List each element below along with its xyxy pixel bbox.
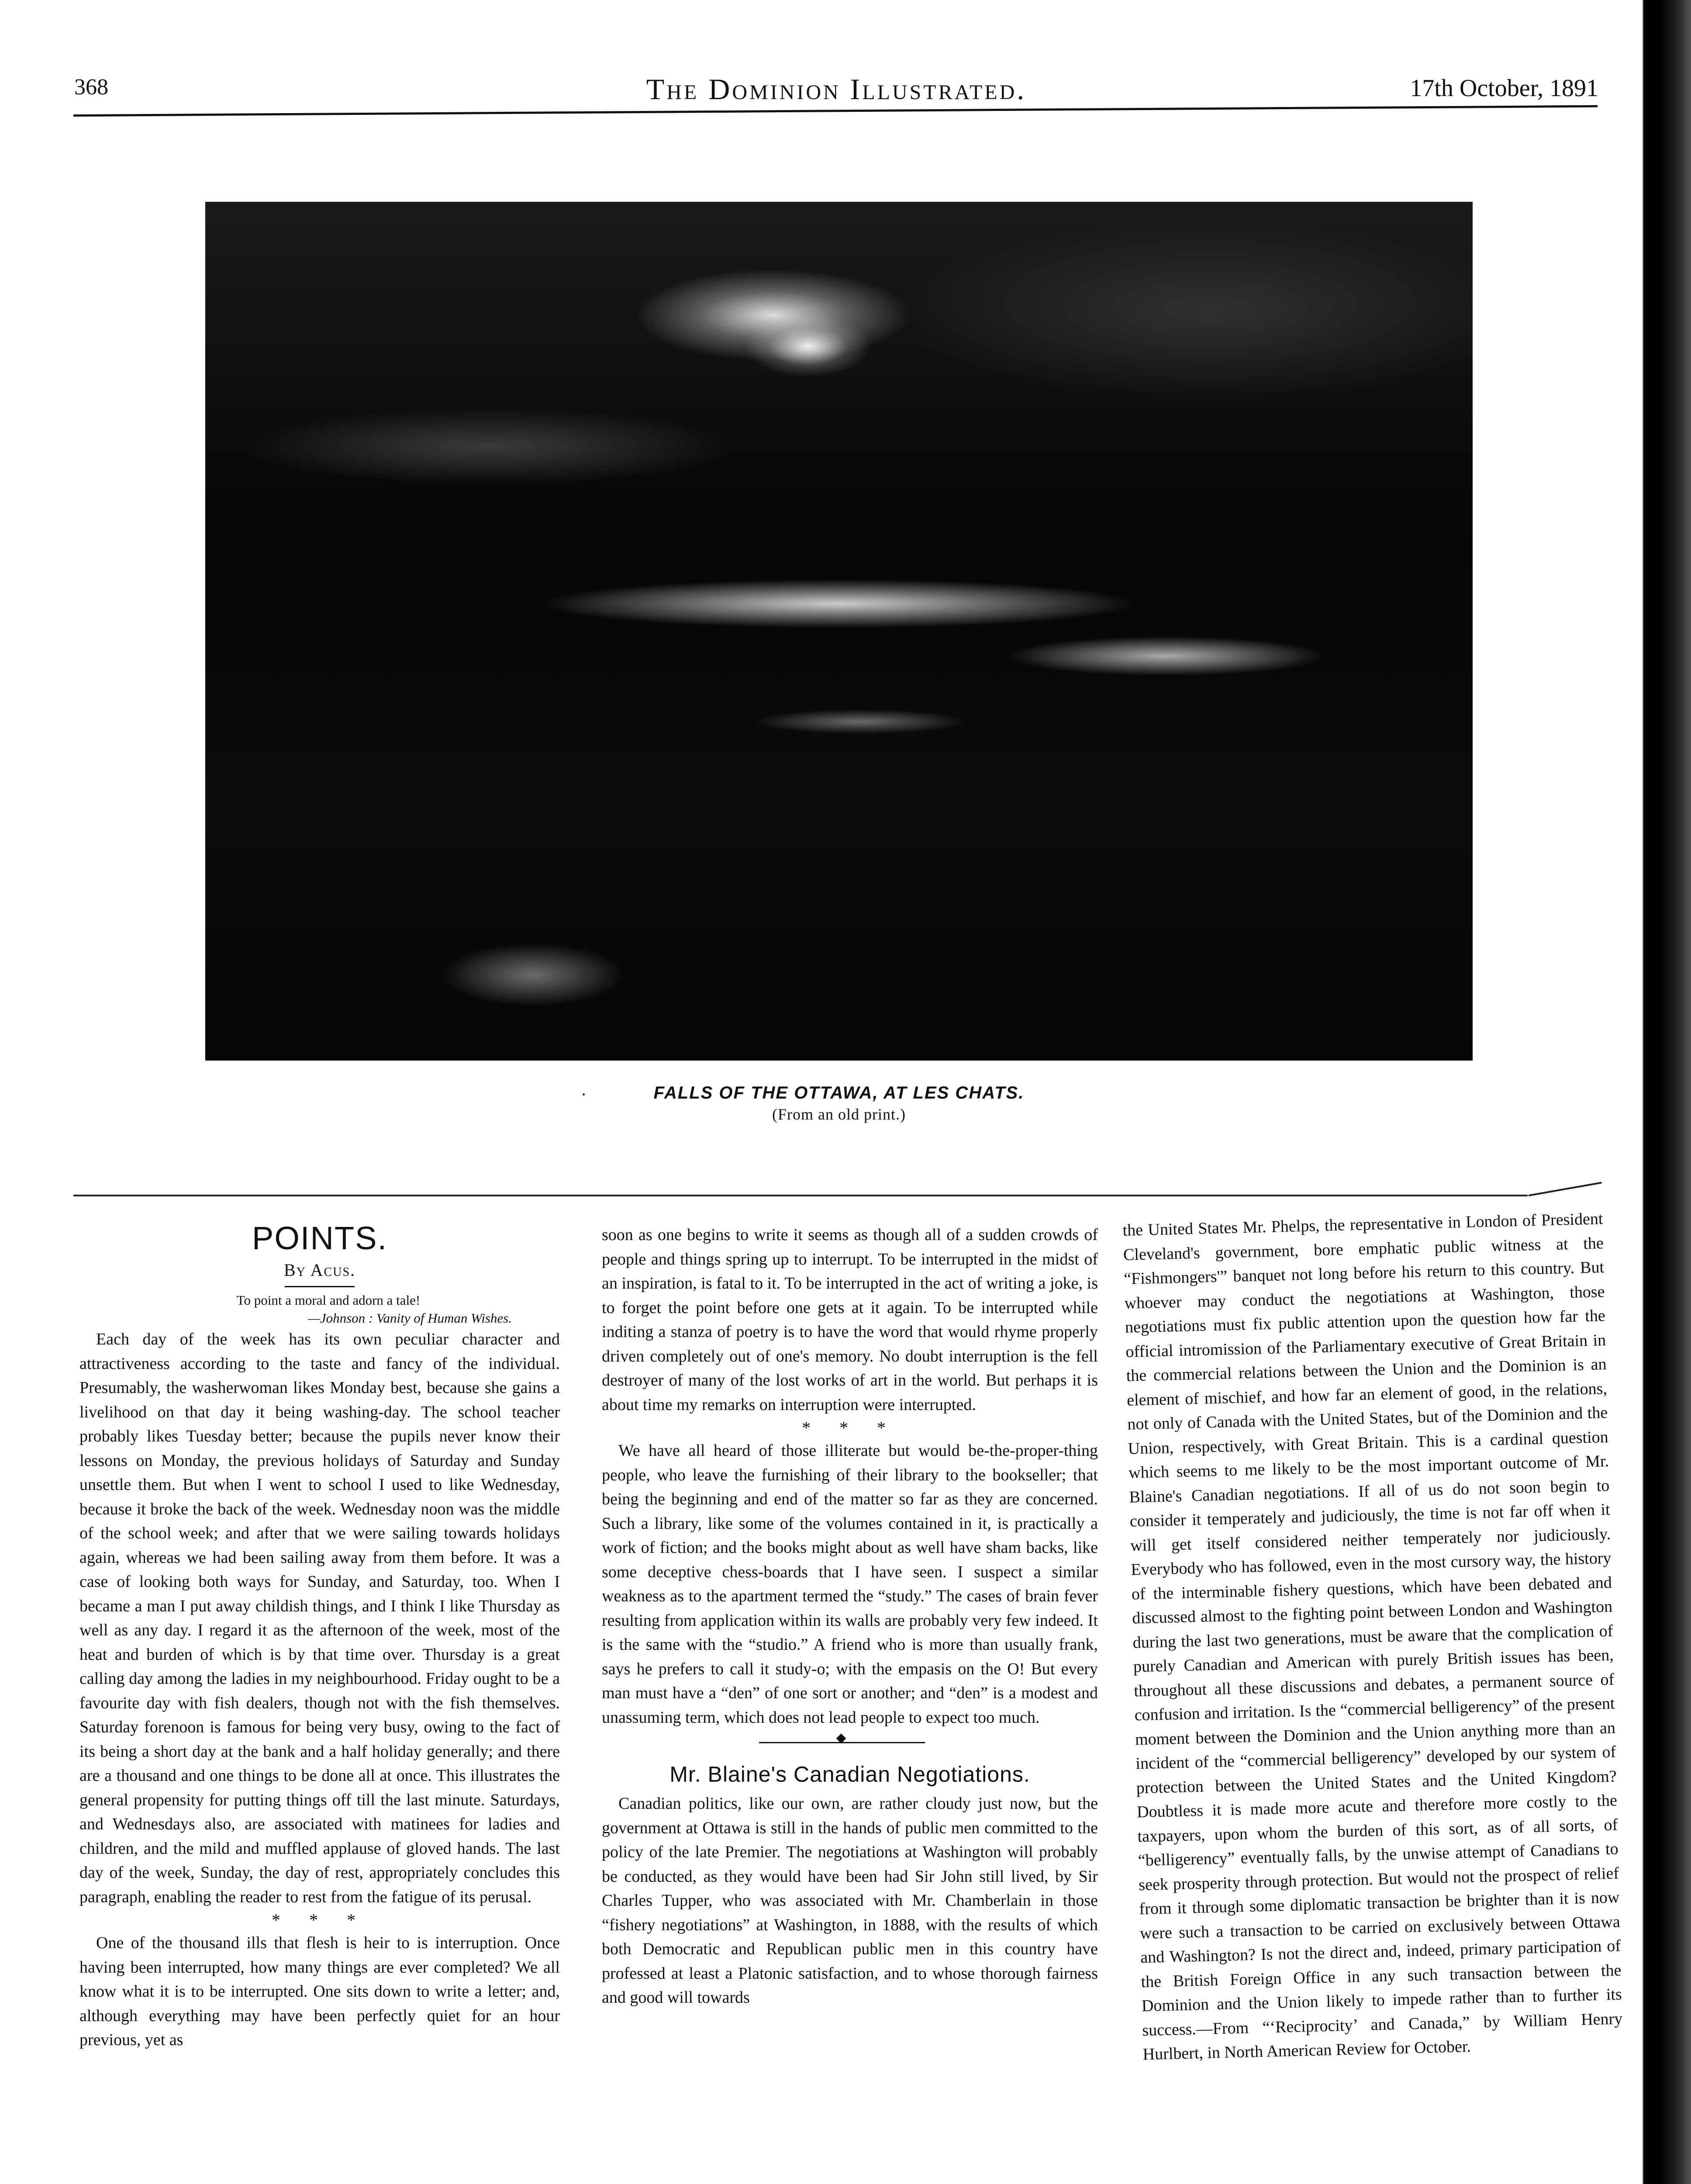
- blaine-paragraph: Canadian politics, like our own, are rather cloudy just now, but the government at Ottawa is still in the hands of public men committed to the policy of the late Premier. The negotiations at Washington will probably be conducted, as they would have been had Sir John still lived, by Sir Charles Tupper, who was associated with Mr. Chamberlain in those “fishery negotiations” at Washington, in 1888, with the results of which both Democratic and Republican public men in this country have professed at least a Platonic satisfaction, and to whose thorough fairness and good will towards: [602, 1794, 1098, 2007]
- section-stars: * * *: [802, 1418, 898, 1438]
- figure-caption: FALLS OF THE OTTAWA, AT LES CHATS.: [653, 1083, 1025, 1102]
- masthead: The Dominion Illustrated.: [646, 73, 1027, 106]
- points-motto: To point a moral and adorn a tale!: [236, 1292, 421, 1308]
- points-attribution: —Johnson : Vanity of Human Wishes.: [308, 1310, 512, 1326]
- column-3: [1122, 1207, 1623, 2067]
- section-ornament: [602, 1730, 1098, 1756]
- falls-engraving-image: [205, 202, 1473, 1061]
- figure-subcaption: (From an old print.): [772, 1106, 906, 1123]
- points-title: POINTS.: [252, 1220, 388, 1256]
- column-1: [79, 1219, 560, 2053]
- section-rule: [73, 1195, 1528, 1196]
- column-2: [602, 1223, 1098, 2010]
- section-stars: * * *: [272, 1910, 368, 1930]
- issue-date: 17th October, 1891: [1410, 75, 1598, 102]
- blaine-paragraph: the United States Mr. Phelps, the representative in London of President Cleveland's government, bore emphatic public witness at the “Fishmongers'” banquet not long before his return to this country. But whoever may conduct the negotiations at Washington, those negotiations must fix public attention upon the question how far the official intromission of the Parliamentary executive of Great Britain in the commercial relations between the Union and the Dominion is an element of mischief, and how far an element of good, in the relations, not only of Canada with the United States, but of the Dominion and the Union, respectively, with Great Britain. This is a cardinal question which seems to me likely to be the most important outcome of Mr. Blaine's Canadian negotiations. If all of us do not soon begin to consider it temperately and judiciously, the time is not far off when it will get itself considered neither temperately nor judiciously. Everybody who has followed, even in the most cursory way, the history of the interminable fishery questions, which have been debated and discussed almost to the fighting point between London and Washington during the last two generations, must be aware that the complication of purely Canadian and American with purely British issues has been, throughout all these discussions and debates, a permanent source of confusion and irritation. Is the “commercial belligerency” of the present moment between the Dominion and the Union anything more than an incident of the “commercial belligerency” developed by our system of protection between the United States and the United Kingdom? Doubtless it is made more acute and therefore more costly to the taxpayers, upon whom the burden of this sort, as of all sorts, of “belligerency” eventually falls, by the unwise attempt of Canadians to seek prosperity through protection. But would not the prospect of relief from it through some diplomatic transaction be brighter than it is now were such a transaction to be carried on exclusively between Ottawa and Washington? Is not the direct and, indeed, primary participation of the British Foreign Office in any such transaction between the Dominion and the Union likely to impede rather than to further its success.—From “‘Reciprocity’ and Canada,” by William Henry Hurlbert, in North American Review for October.: [1122, 1209, 1623, 2064]
- page-edge-shadow: [1633, 0, 1691, 2184]
- points-paragraph: Each day of the week has its own peculiar character and attractiveness according to the taste and fancy of the individual. Presumably, the washerwoman likes Monday best, because she gains a livelihood on that day it being washing-day. The school teacher probably likes Tuesday better; because the pupils never know their lessons on Monday, the previous holidays of Saturday and Sunday unsettle them. But when I went to school I used to like Wednesday, because it broke the back of the week. Wednesday noon was the middle of the school week; and after that we were sailing towards holidays again, whereas we had been sailing away from them before. It was a case of looking both ways for Sunday, and Saturday, too. When I became a man I put away childish things, and I think I like Thursday as well as any day. I regard it as the afternoon of the week, most of the heat and burden of which is by that time over. Thursday is a great calling day among the ladies in my neighbourhood. Friday ought to be a favourite day with fish dealers, though not with the fish themselves. Saturday forenoon is famous for being very busy, owing to the fact of its being a short day at the bank and a half holiday generally; and there are a thousand and one things to be done all at once. This illustrates the general propensity for putting things off till the last minute. Saturdays, and Wednesdays also, are associated with matinees for ladies and children, and the mild and muffled applause of gloved hands. The last day of the week, Sunday, the day of rest, appropriately concludes this paragraph, enabling the reader to rest from the fatigue of its perusal.: [79, 1330, 560, 1906]
- points-paragraph: soon as one begins to write it seems as though all of a sudden crowds of people and things spring up to interrupt. To be interrupted in the midst of an inspiration, is fatal to it. To be interrupted in the act of writing a joke, is to forget the point before one gets at it again. To be interrupted while inditing a stanza of poetry is to have the word that would rhyme properly driven completely out of one's memory. No doubt interruption is the fell destroyer of many of the lost works of art in the world. But perhaps it is about time my remarks on interruption were interrupted.: [602, 1226, 1098, 1414]
- page-number: 368: [74, 75, 108, 100]
- section-rule-curl: [1529, 1182, 1602, 1196]
- caption-dot: ·: [581, 1085, 587, 1104]
- points-byline: By Acus.: [283, 1260, 356, 1280]
- points-paragraph: One of the thousand ills that flesh is heir to is interruption. Once having been interrupted, how many things are ever completed? We all know what it is to be interrupted. One sits down to write a letter; and, although everything may have been perfectly quiet for an hour previous, yet as: [79, 1934, 560, 2049]
- points-paragraph: We have all heard of those illiterate but would be-the-proper-thing people, who leave the furnishing of their library to the bookseller; that being the beginning and end of the matter so far as they are concerned. Such a library, like some of the volumes contained in it, is practically a work of fiction; and the books might about as well have sham backs, like some deceptive chess-boards that I have seen. I suspect a similar weakness as to the apartment termed the “study.” The cases of brain fever resulting from application within its walls are probably very few indeed. It is the same with the “studio.” A friend who is more than usually frank, says he prefers to call it study-o; with the empasis on the O! But every man must have a “den” of one sort or another; and “den” is a modest and unassuming term, which does not lead people to expect too much.: [602, 1441, 1098, 1727]
- blaine-title: Mr. Blaine's Canadian Negotiations.: [669, 1762, 1030, 1787]
- byline-rule: [285, 1286, 355, 1287]
